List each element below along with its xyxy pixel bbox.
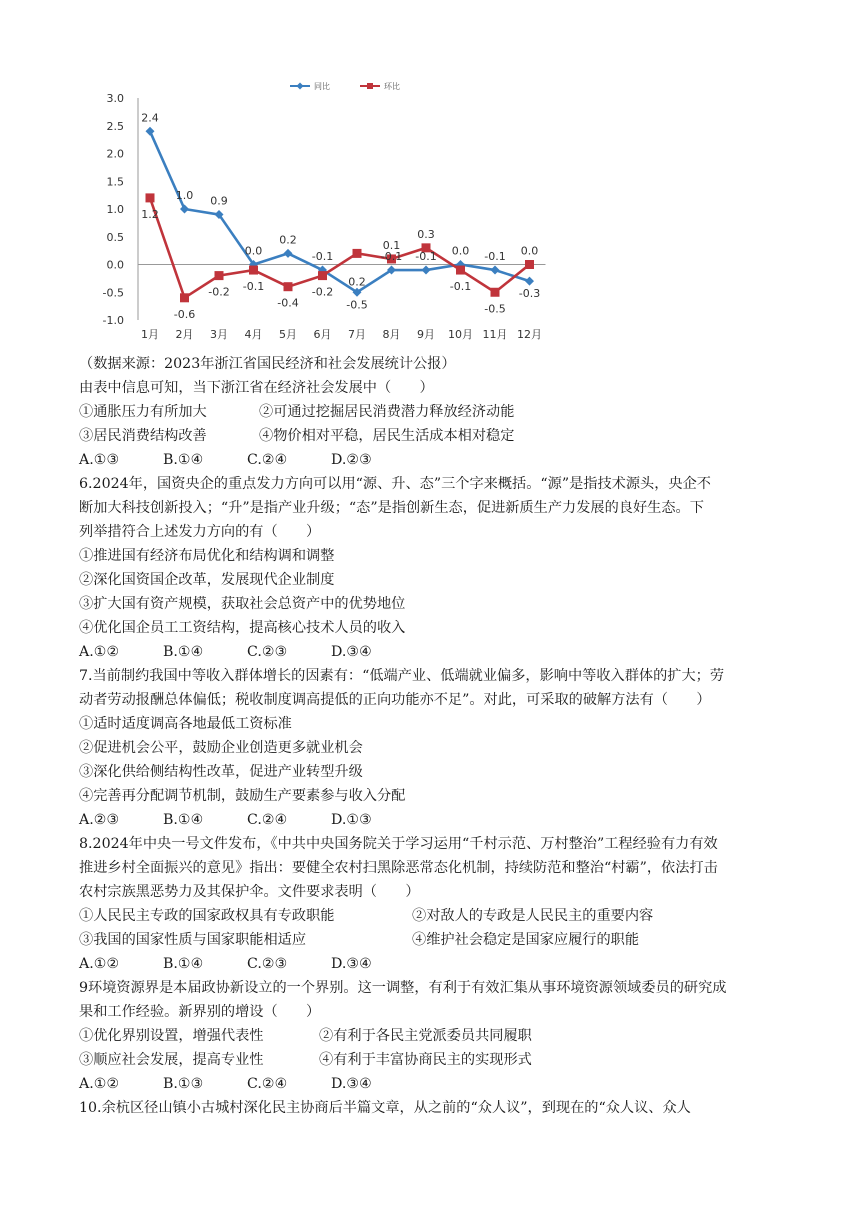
data-point <box>284 249 293 258</box>
q5-answers <box>79 448 789 472</box>
data-point <box>180 293 189 302</box>
data-point <box>249 266 258 275</box>
data-label: 0.2 <box>348 275 366 289</box>
q9-stem-2: 果和工作经验。新界别的增设（ ） <box>79 1004 321 1020</box>
q8-options-row1 <box>79 904 789 928</box>
data-point <box>146 193 155 202</box>
option-text: ②有利于各民主党派委员共同履职 <box>319 1028 532 1044</box>
q9-answers <box>79 1072 789 1096</box>
q7-option-3: ③深化供给侧结构性改革，促进产业转型升级 <box>79 764 363 780</box>
q6-option-2: ②深化国资国企改革，发展现代企业制度 <box>79 572 335 588</box>
x-tick-label: 9月 <box>417 328 435 341</box>
q7-answers <box>79 808 789 832</box>
x-tick-label: 11月 <box>482 328 508 341</box>
data-point <box>456 266 465 275</box>
data-label: 0.1 <box>382 238 401 252</box>
data-label: 2.4 <box>141 111 159 125</box>
q8-stem-2: 推进乡村全面振兴的意见》指出：要健全农村扫黑除恶常态化机制，持续防范和整治“村霸”，依法打击 <box>79 860 718 876</box>
data-label: -0.6 <box>173 307 196 321</box>
y-tick-label: 2.0 <box>106 147 124 161</box>
option-text: ③我国的国家性质与国家职能相适应 <box>79 932 307 948</box>
q6-stem-1: 6.2024年，国资央企的重点发力方向可以用“源、升、态”三个字来概括。“源”是指技术源头，央企不 <box>79 476 711 492</box>
data-point <box>525 277 534 286</box>
data-point <box>525 260 534 269</box>
q6-stem-2: 断加大科技创新投入；“升”是指产业升级；“态”是指创新生态，促进新质生产力发展的良好生态。下 <box>79 500 704 516</box>
option-text: ②可通过挖掘居民消费潜力释放经济动能 <box>259 404 515 420</box>
q6-stem-3: 列举措符合上述发力方向的有（ ） <box>79 524 321 540</box>
answer-choice: B.①③ <box>163 1076 204 1092</box>
data-label: 0.0 <box>520 244 539 258</box>
series-line-yoy <box>150 131 530 292</box>
answer-choice: B.①④ <box>163 812 204 828</box>
data-point <box>146 127 155 136</box>
option-text: ③顺应社会发展，提高专业性 <box>79 1052 264 1068</box>
data-label: -0.1 <box>484 250 506 264</box>
x-tick-label: 10月 <box>448 328 473 341</box>
q8-stem-3: 农村宗族黑恶势力及其保护伞。文件要求表明（ ） <box>79 884 420 900</box>
document-body <box>79 352 789 1120</box>
q8-stem-1: 8.2024年中央一号文件发布，《中共中央国务院关于学习运用“千村示范、万村整治”工程经验有力有效 <box>79 836 718 852</box>
x-tick-label: 12月 <box>517 328 542 341</box>
data-point <box>422 266 431 275</box>
q9-options-row1 <box>79 1024 789 1048</box>
q9-stem-1: 9环境资源界是本届政协新设立的一个界别。这一调整，有利于有效汇集从事环境资源领域委员的研究成 <box>79 980 727 996</box>
x-tick-label: 3月 <box>210 328 228 341</box>
option-text: ①优化界别设置，增强代表性 <box>79 1028 264 1044</box>
data-label: 0.0 <box>244 244 263 258</box>
answer-choice: C.②③ <box>247 956 288 972</box>
y-tick-label: 2.5 <box>106 119 124 133</box>
option-text: ①人民民主专政的国家政权具有专政职能 <box>79 908 335 924</box>
data-point <box>284 282 293 291</box>
data-source-note: （数据来源：2023年浙江省国民经济和社会发展统计公报） <box>79 356 456 372</box>
q7-option-2: ②促进机会公平，鼓励企业创造更多就业机会 <box>79 740 363 756</box>
y-tick-label: -1.0 <box>102 314 124 327</box>
q9-options-row2 <box>79 1048 789 1072</box>
legend-marker <box>297 83 304 90</box>
q6-answers <box>79 640 789 664</box>
option-text: ①通胀压力有所加大 <box>79 404 207 420</box>
q7-option-4: ④完善再分配调节机制，鼓励生产要素参与收入分配 <box>79 788 406 804</box>
answer-choice: C.②③ <box>247 644 288 660</box>
answer-choice: D.③④ <box>331 1076 372 1092</box>
option-text: ④维护社会稳定是国家应履行的职能 <box>412 932 640 948</box>
option-text: ②对敌人的专政是人民民主的重要内容 <box>412 908 654 924</box>
answer-choice: A.①② <box>79 956 120 972</box>
answer-choice: D.②③ <box>331 452 372 468</box>
x-tick-label: 4月 <box>244 328 263 341</box>
data-label: 1.2 <box>141 207 159 221</box>
q5-options-row1 <box>79 400 789 424</box>
legend-label: 同比 <box>314 82 330 91</box>
cpi-line-chart <box>90 70 600 350</box>
answer-choice: D.③④ <box>331 956 372 972</box>
answer-choice: D.①③ <box>331 812 372 828</box>
x-tick-label: 5月 <box>279 328 297 341</box>
data-label: 0.2 <box>279 233 297 247</box>
data-point <box>215 271 224 280</box>
option-text: ③居民消费结构改善 <box>79 428 207 444</box>
q7-stem-2: 动者劳动报酬总体偏低；税收制度调高提低的正向功能亦不足”。对此，可采取的破解方法有（ ） <box>79 692 711 708</box>
y-tick-label: 0.5 <box>106 230 124 244</box>
data-label: -0.4 <box>277 296 299 310</box>
x-tick-label: 8月 <box>382 328 401 341</box>
answer-choice: C.②④ <box>247 1076 288 1092</box>
answer-choice: A.②③ <box>79 812 120 828</box>
data-label: -0.1 <box>242 280 265 294</box>
q5-stem: 由表中信息可知，当下浙江省在经济社会发展中（ ） <box>79 380 434 396</box>
legend-label: 环比 <box>384 82 400 91</box>
y-tick-label: 3.0 <box>106 92 124 105</box>
answer-choice: A.①② <box>79 644 120 660</box>
option-text: ④物价相对平稳，居民生活成本相对稳定 <box>259 428 515 444</box>
y-tick-label: 1.0 <box>106 203 124 216</box>
data-label: -0.5 <box>484 302 506 316</box>
q8-answers <box>79 952 789 976</box>
answer-choice: B.①④ <box>163 452 204 468</box>
data-label: -0.1 <box>415 250 437 264</box>
q7-option-1: ①适时适度调高各地最低工资标准 <box>79 716 292 732</box>
y-tick-label: 0.0 <box>106 258 124 272</box>
q10-stem-1: 10.余杭区径山镇小古城村深化民主协商后半篇文章，从之前的“众人议”，到现在的“众人议、众人 <box>79 1100 691 1116</box>
x-tick-label: 6月 <box>313 328 332 341</box>
answer-choice: A.①③ <box>79 452 120 468</box>
q6-option-1: ①推进国有经济布局优化和结构调和调整 <box>79 548 335 564</box>
data-label: 0.3 <box>417 227 435 241</box>
answer-choice: D.③④ <box>331 644 372 660</box>
y-tick-label: 1.5 <box>106 175 124 189</box>
answer-choice: A.①② <box>79 1076 120 1092</box>
answer-choice: B.①④ <box>163 644 204 660</box>
q8-options-row2 <box>79 928 789 952</box>
q5-options-row2 <box>79 424 789 448</box>
data-label: -0.1 <box>311 250 334 264</box>
x-tick-label: 2月 <box>175 328 194 341</box>
q6-option-3: ③扩大国有资产规模，获取社会总资产中的优势地位 <box>79 596 406 612</box>
data-label: -0.5 <box>346 298 368 312</box>
x-tick-label: 1月 <box>141 328 159 341</box>
data-point <box>318 271 327 280</box>
data-label: 1.0 <box>175 189 194 202</box>
answer-choice: C.②④ <box>247 812 288 828</box>
q6-option-4: ④优化国企员工工资结构，提高核心技术人员的收入 <box>79 620 406 636</box>
legend-marker <box>367 83 373 89</box>
data-point <box>491 266 500 275</box>
q7-stem-1: 7.当前制约我国中等收入群体增长的因素有：“低端产业、低端就业偏多，影响中等收入群体的扩大；劳 <box>79 668 725 684</box>
data-label: -0.1 <box>380 250 403 264</box>
y-tick-label: -0.5 <box>102 286 124 300</box>
data-point <box>353 249 362 258</box>
data-label: 0.9 <box>210 194 228 208</box>
data-label: -0.1 <box>449 280 472 294</box>
data-label: -0.2 <box>311 285 334 299</box>
data-label: 0.0 <box>451 244 470 258</box>
answer-choice: C.②④ <box>247 452 288 468</box>
data-point <box>180 205 189 214</box>
data-label: -0.2 <box>208 285 230 299</box>
data-point <box>491 288 500 297</box>
answer-choice: B.①④ <box>163 956 204 972</box>
data-label: -0.3 <box>518 287 541 301</box>
question-lines <box>79 376 789 1120</box>
option-text: ④有利于丰富协商民主的实现形式 <box>319 1052 532 1068</box>
x-tick-label: 7月 <box>348 328 366 341</box>
